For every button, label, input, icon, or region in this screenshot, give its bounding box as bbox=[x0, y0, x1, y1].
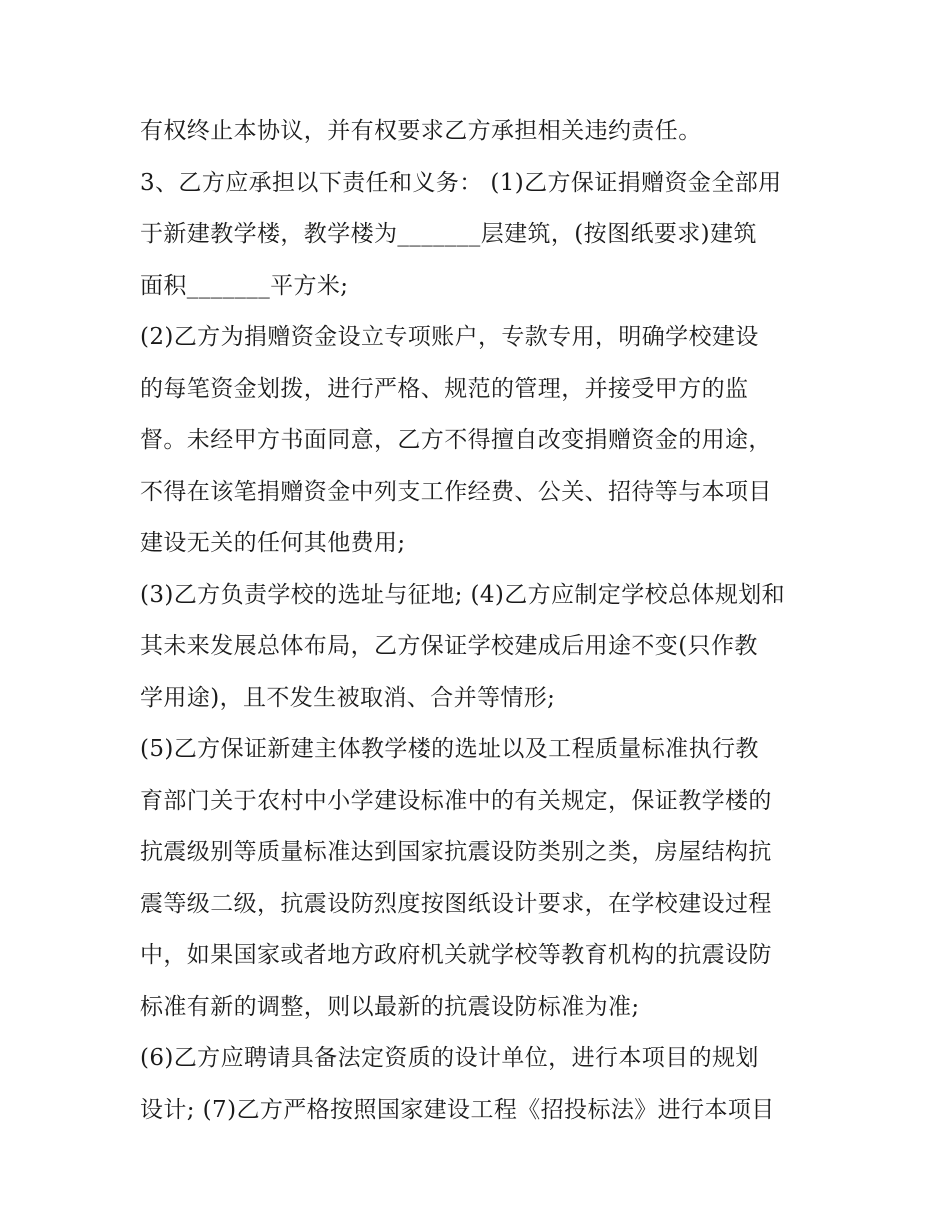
text-line: 学用途)，且不发生被取消、合并等情形; bbox=[140, 684, 556, 711]
text-line: 设计; (7)乙方严格按照国家建设工程《招投标法》进行本项目 bbox=[140, 1096, 775, 1123]
text-line: (6)乙方应聘请具备法定资质的设计单位，进行本项目的规划 bbox=[140, 1045, 759, 1071]
text-line: 中，如果国家或者地方政府机关就学校等教育机构的抗震设防 bbox=[140, 942, 772, 968]
text-line: 建设无关的任何其他费用; bbox=[140, 530, 406, 556]
text-line: 于新建教学楼，教学楼为_______层建筑，(按图纸要求)建筑 bbox=[140, 221, 757, 247]
text-line: 面积_______平方米; bbox=[140, 272, 349, 299]
text-line: 的每笔资金划拨，进行严格、规范的管理，并接受甲方的监 bbox=[140, 375, 749, 402]
text-line: 抗震级别等质量标准达到国家抗震设防类别之类，房屋结构抗 bbox=[140, 839, 772, 865]
text-line: (3)乙方负责学校的选址与征地; (4)乙方应制定学校总体规划和 bbox=[140, 581, 786, 608]
text-line: 其未来发展总体布局，乙方保证学校建成后用途不变(只作教 bbox=[140, 633, 758, 659]
text-line: 有权终止本协议，并有权要求乙方承担相关违约责任。 bbox=[140, 118, 702, 144]
text-line: 育部门关于农村中小学建设标准中的有关规定，保证教学楼的 bbox=[140, 787, 772, 814]
text-line: 标准有新的调整，则以最新的抗震设防标准为准; bbox=[140, 993, 640, 1020]
text-line: (5)乙方保证新建主体教学楼的选址以及工程质量标准执行教 bbox=[140, 736, 759, 762]
text-line: (2)乙方为捐赠资金设立专项账户，专款专用，明确学校建设 bbox=[140, 324, 759, 350]
text-line: 督。未经甲方书面同意，乙方不得擅自改变捐赠资金的用途， bbox=[140, 427, 772, 453]
document-body bbox=[140, 106, 820, 1136]
text-line: 震等级二级，抗震设防烈度按图纸设计要求，在学校建设过程 bbox=[140, 890, 772, 917]
text-line: 不得在该笔捐赠资金中列支工作经费、公关、招待等与本项目 bbox=[140, 478, 772, 505]
text-line: 3、乙方应承担以下责任和义务： (1)乙方保证捐赠资金全部用 bbox=[140, 169, 782, 196]
